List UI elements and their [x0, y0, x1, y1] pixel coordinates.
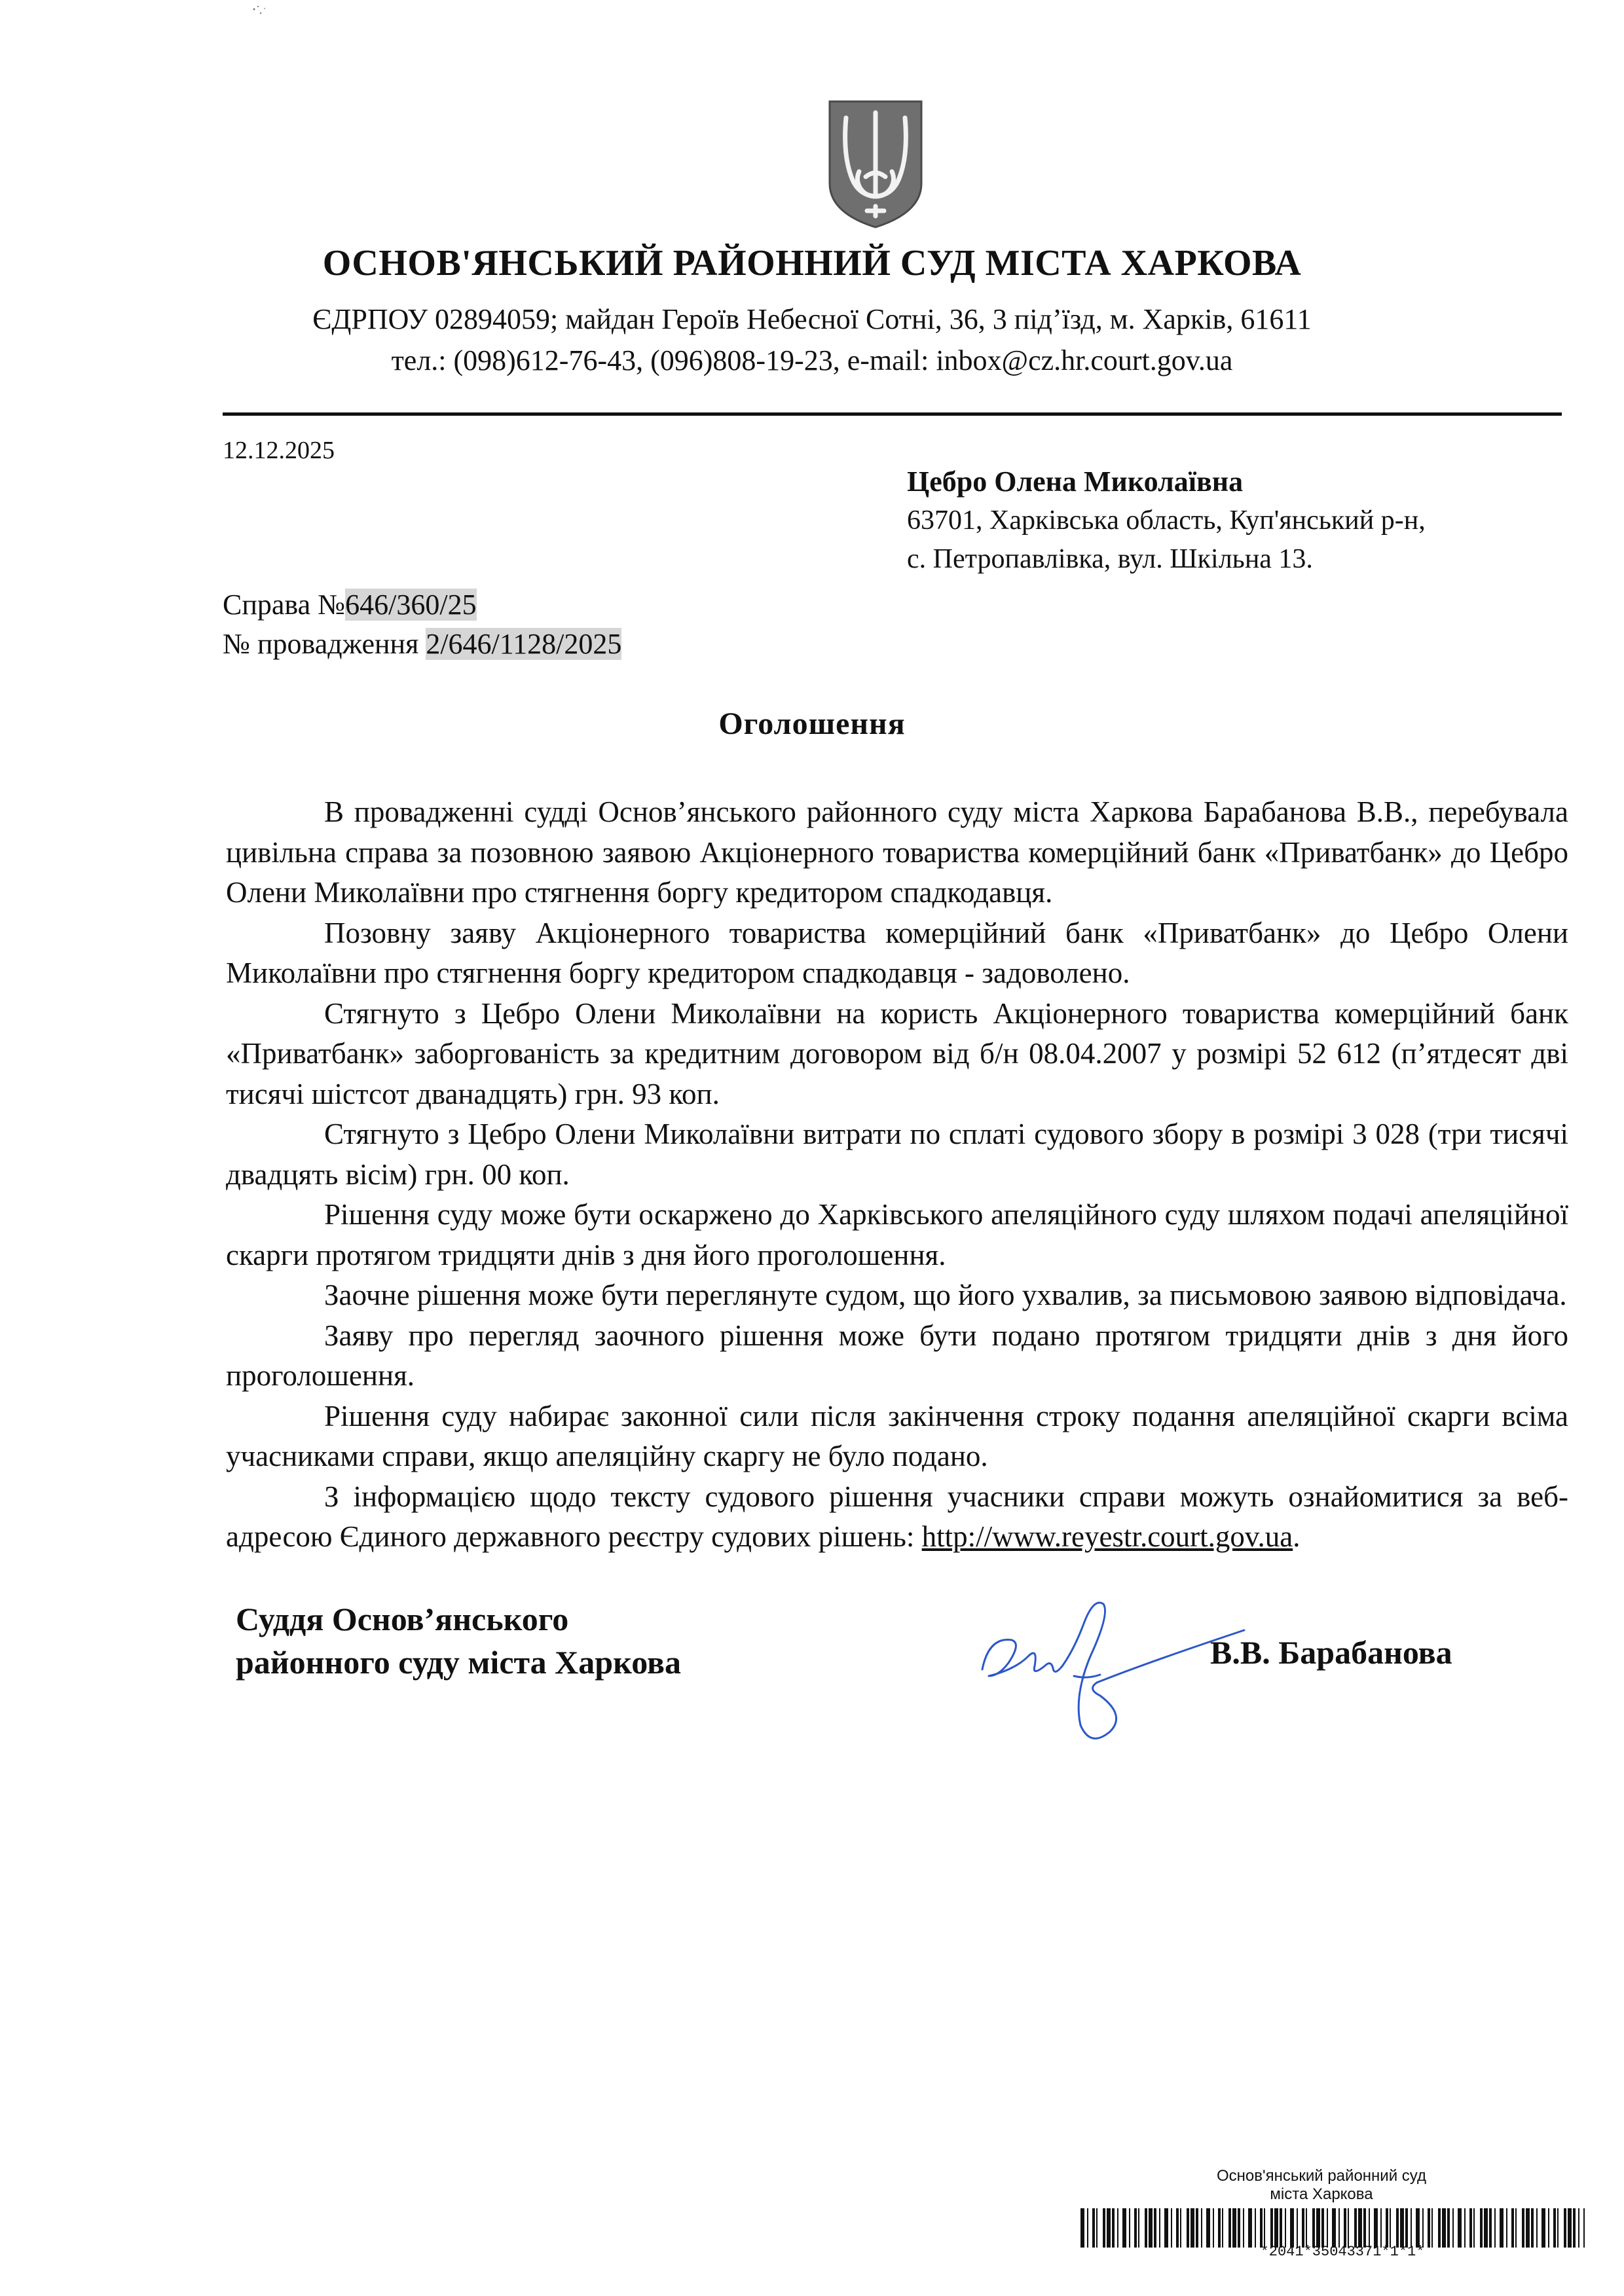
proceeding-number-line [223, 627, 621, 661]
barcode-stamp-caption [1184, 2167, 1459, 2204]
recipient-address-line1: 63701, Харківська область, Куп'янський р-н, [907, 505, 1426, 536]
judge-title-line1: Суддя Основ’янського [236, 1601, 569, 1637]
recipient-name: Цебро Олена Миколаївна [907, 465, 1244, 498]
case-number: 646/360/25 [345, 589, 477, 621]
court-name: ОСНОВ'ЯНСЬКИЙ РАЙОННИЙ СУД МІСТА ХАРКОВА [322, 243, 1302, 283]
stamp-line1: Основ'янський районний суд [1217, 2167, 1426, 2185]
proceeding-number: 2/646/1128/2025 [426, 628, 622, 660]
paragraph: Позовну заяву Акціонерного товариства комерційний банк «Приватбанк» до Цебро Олени Миколаївни про стягнення боргу кредитором спадкодавця - задоволено. [226, 916, 1568, 989]
paragraph: Рішення суду набирає законної сили після закінчення строку подання апеляційної скарги всіма учасниками справи, якщо апеляційну скаргу не було подано. [226, 1399, 1568, 1472]
proceeding-label: № провадження [223, 628, 426, 660]
announcement-body [226, 792, 1568, 1558]
court-address: ЄДРПОУ 02894059; майдан Героїв Небесної Сотні, 36, 3 під’їзд, м. Харків, 61611 [312, 303, 1312, 335]
announcement-title: Оголошення [718, 706, 906, 741]
header-divider [223, 412, 1562, 416]
document-date: 12.12.2025 [223, 437, 335, 464]
trident-coat-of-arms-icon [826, 98, 925, 229]
paragraph: Стягнуто з Цебро Олени Миколаївни на користь Акціонерного товариства комерційний банк «Приватбанк» заборгованість за кредитним договором від б/н 08.04.2007 у розмірі 52 612 (п’ятдесят дві тисячі шістсот дванадцять) грн. 93 коп. [226, 996, 1568, 1110]
handwritten-signature-icon [976, 1584, 1251, 1755]
recipient-address-line2: с. Петропавлівка, вул. Шкільна 13. [907, 544, 1313, 574]
registry-text: З інформацією щодо тексту судового рішення учасники справи можуть ознайомитися за веб-адресою Єдиного державного реєстру судових рішень: [226, 1480, 1568, 1553]
judge-title-line2: районного суду міста Харкова [236, 1644, 682, 1681]
paragraph: Заяву про перегляд заочного рішення може бути подано протягом тридцяти днів з дня його проголошення. [226, 1319, 1568, 1392]
paragraph-registry [226, 1477, 1568, 1558]
judge-title [236, 1597, 681, 1684]
paragraph: Рішення суду може бути оскаржено до Харківського апеляційного суду шляхом подачі апеляційної скарги протягом тридцяти днів з дня його проголошення. [226, 1198, 1568, 1271]
scan-artifact [249, 3, 275, 22]
paragraph: Стягнуто з Цебро Олени Миколаївни витрати по сплаті судового збору в розмірі 3 028 (три тисячі двадцять вісім) грн. 00 коп. [226, 1118, 1568, 1191]
stamp-line2: міста Харкова [1270, 2185, 1373, 2203]
case-label: Справа № [223, 589, 346, 621]
barcode-icon [1080, 2208, 1585, 2248]
court-contacts: тел.: (098)612-76-43, (096)808-19-23, e-mail: inbox@cz.hr.court.gov.ua [391, 344, 1233, 376]
paragraph: Заочне рішення може бути переглянуте судом, що його ухвалив, за письмовою заявою відповідача. [324, 1279, 1567, 1311]
registry-link[interactable]: http://www.reyestr.court.gov.ua [921, 1520, 1293, 1553]
paragraph: В провадженні судді Основ’янського районного суду міста Харкова Барабанова В.В., перебувала цивільна справа за позовною заявою Акціонерного товариства комерційний банк «Приватбанк» до Цебро Олени Миколаївни про стягнення боргу кредитором спадкодавця. [226, 795, 1568, 909]
case-number-line [223, 588, 477, 621]
barcode-number: *2041*35043371*1*1* [1260, 2244, 1425, 2260]
registry-end: . [1293, 1520, 1301, 1553]
judge-name: В.В. Барабанова [1210, 1634, 1452, 1671]
